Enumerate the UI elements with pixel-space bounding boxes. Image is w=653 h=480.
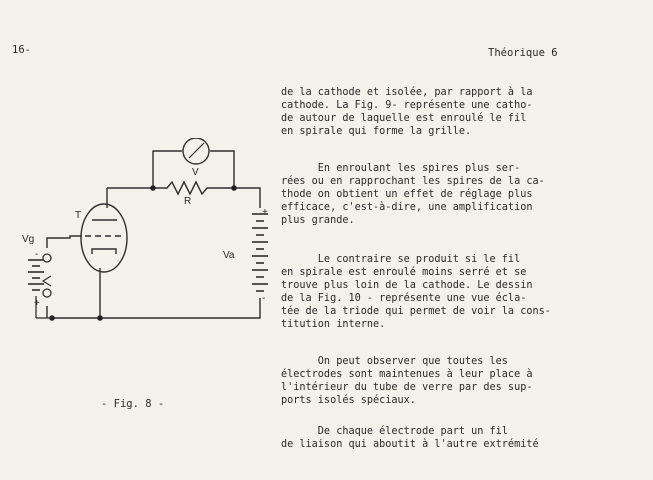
circuit-diagram [22,138,284,338]
grid-minus-label: - [35,249,39,260]
text-line: efficace, c'est-à-dire, une amplification [281,202,533,213]
text-line: thode on obtient un effet de réglage plus [281,189,533,200]
paragraph-3 [281,253,581,331]
anode-plus-label: + [262,207,268,218]
grid-plus-label: + [34,298,40,309]
text-line: l'intérieur du tube de verre par des sup- [281,382,533,393]
grid-source-label: Vg [22,234,35,245]
page-number: 16- [12,44,31,56]
text-line: titution interne. [281,319,386,330]
text-line: électrodes sont maintenues à leur place à [281,369,533,380]
resistor-label: R [184,196,192,207]
triode-label: T [75,210,82,221]
paragraph-1 [281,86,581,138]
text-line: trouve plus loin de la cathode. Le dessin [281,280,533,291]
text-line: de la Fig. 10 - représente une vue écla- [281,293,527,304]
grid-battery [28,254,52,318]
anode-minus-label: - [262,293,266,304]
text-line: rées ou en rapprochant les spires de la ca- [281,176,545,187]
text-line: en spirale qui forme la grille. [281,126,472,137]
text-line: de autour de laquelle est enroulé le fil [281,113,527,124]
text-line: cathode. La Fig. 9- représente une catho- [281,100,533,111]
text-line: En enroulant les spires plus ser- [281,163,521,174]
voltmeter-label: V [192,167,199,178]
figure-caption: - Fig. 8 - [101,398,165,410]
text-line: ports isolés spéciaux. [281,395,416,406]
text-line: De chaque électrode part un fil [281,426,508,437]
text-line: en spirale est enroulé moins serré et se [281,267,527,278]
text-line: On peut observer que toutes les [281,356,508,367]
anode-source-label: Va [223,250,235,261]
text-line: de liaison qui aboutit à l'autre extrémité [281,439,539,450]
page-title: Théorique 6 [488,47,558,59]
text-line: plus grande. [281,215,355,226]
paragraph-5 [281,425,581,451]
text-line: tée de la triode qui permet de voir la cons- [281,306,551,317]
anode-battery [252,214,268,291]
paragraph-4 [281,355,581,407]
text-line: de la cathode et isolée, par rapport à la [281,87,533,98]
body-text [281,86,581,451]
paragraph-2 [281,162,581,227]
text-line: Le contraire se produit si le fil [281,254,521,265]
triode-tube [81,204,127,272]
